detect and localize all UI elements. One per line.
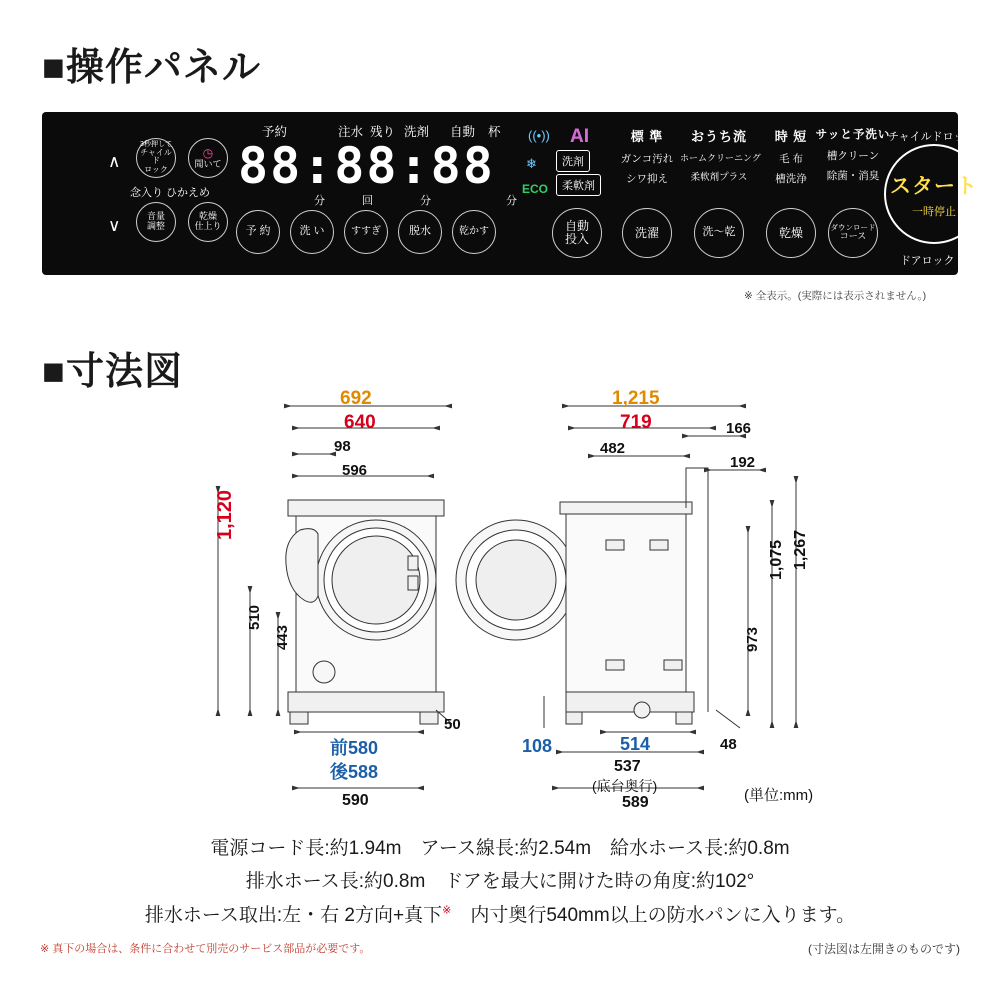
dim-973: 973 — [744, 626, 761, 652]
dim-1120: 1,120 — [214, 489, 236, 540]
dim-front-580: 前580 — [330, 738, 379, 758]
child-lock-label-1: チャイルド — [140, 147, 172, 166]
footnote-line-3 — [0, 899, 1000, 932]
dim-108: 108 — [522, 736, 553, 756]
pause-label: 一時停止 — [912, 205, 956, 218]
heading-panel-text: ■操作パネル — [42, 47, 261, 89]
start-label: スタート — [890, 174, 978, 198]
course-sub2-standard: シワ抑え — [626, 173, 668, 185]
panel-note: ※ 全表示。(実際には表示されません。) — [744, 290, 927, 302]
course-column-ouchi — [680, 126, 761, 183]
eco-icon: ECO — [522, 182, 549, 196]
button-download-course[interactable] — [828, 208, 878, 258]
wash-course-label: 洗濯 — [634, 225, 659, 240]
footnotes — [0, 832, 1000, 932]
dim-514: 514 — [620, 734, 651, 754]
dim-692: 692 — [340, 388, 372, 409]
button-dry[interactable] — [452, 210, 496, 254]
course-column-standard — [608, 126, 686, 186]
spin-label: 脱水 — [409, 225, 431, 238]
dim-537: 537 — [614, 758, 641, 775]
dim-1215: 1,215 — [612, 388, 660, 409]
course-title-standard: 標 準 — [630, 129, 664, 144]
button-volume[interactable] — [136, 202, 176, 242]
unit-minutes-3: 分 — [506, 195, 517, 207]
dim-166: 166 — [726, 420, 752, 437]
dry-finish-label-1: 乾燥 — [198, 211, 217, 222]
footnote-line-3a: 排水ホース取出:左・右 2方向+真下 — [144, 904, 443, 926]
button-child-lock[interactable] — [136, 138, 176, 178]
wash-dry-course-label: 洗〜乾 — [702, 226, 736, 239]
unit-kai: 回 — [362, 195, 373, 207]
footnote-superscript: ※ — [442, 904, 452, 917]
auto-dispense-label-2: 投入 — [564, 232, 589, 246]
dimension-svg — [0, 380, 1000, 830]
unit-minutes-2: 分 — [420, 195, 431, 207]
hikaeme-label: 念入り ひかえめ — [130, 187, 211, 199]
label-hai: 杯 — [488, 125, 501, 139]
child-lock-top-label: 3秒押して — [140, 141, 172, 149]
course-column-prewash — [808, 126, 898, 183]
yoyaku-label: 予 約 — [245, 225, 271, 238]
button-wash-course[interactable] — [622, 208, 672, 258]
dim-596: 596 — [342, 462, 368, 479]
status-display — [238, 122, 528, 212]
course-sub1-prewash: 槽クリーン — [826, 150, 880, 162]
small-note-right: (寸法図は左開きのものです) — [808, 942, 960, 956]
course-sub1-standard: ガンコ汚れ — [620, 153, 674, 165]
course-sub1-ouchi: ホームクリーニング — [680, 153, 761, 163]
dim-1075: 1,075 — [768, 539, 785, 580]
volume-label-2: 調整 — [146, 221, 165, 231]
tag-detergent: 洗剤 — [556, 150, 590, 172]
course-sub2-ouchi: 柔軟剤プラス — [690, 172, 748, 183]
footnote-line-2: 排水ホース長:約0.8m ドアを最大に開けた時の角度:約102° — [245, 871, 755, 893]
unit-minutes-1: 分 — [314, 195, 325, 207]
clock-icon: ◷ — [202, 145, 214, 160]
dim-base-depth-note: (底台奥行) — [592, 778, 658, 794]
dim-719: 719 — [620, 412, 652, 433]
child-lock-label-2: ロック — [144, 165, 168, 175]
dim-510: 510 — [246, 604, 263, 630]
button-spin[interactable] — [398, 210, 442, 254]
kiite-label: 聞いて — [194, 158, 222, 169]
button-wash[interactable] — [290, 210, 334, 254]
label-chusui: 注水 — [338, 125, 364, 139]
panel-left-cluster — [52, 120, 242, 266]
unit-note: (単位:mm) — [744, 787, 814, 804]
course-title-ouchi: おうち流 — [690, 129, 747, 144]
dim-482: 482 — [600, 440, 626, 457]
course-sub2-prewash: 除菌・消臭 — [826, 170, 880, 182]
course-sub2-jitan: 槽洗浄 — [775, 173, 807, 185]
dim-640: 640 — [344, 412, 376, 433]
seven-segment-readout: 88:88:88 — [238, 137, 495, 195]
button-dry-course[interactable] — [766, 208, 816, 258]
control-panel — [42, 112, 978, 275]
wifi-icon: ((•)) — [528, 128, 550, 143]
dim-back-588: 後588 — [330, 762, 379, 782]
dim-192: 192 — [730, 454, 756, 471]
button-kiite[interactable] — [188, 138, 228, 178]
button-rinse[interactable] — [344, 210, 388, 254]
dim-443: 443 — [274, 624, 291, 650]
label-yoyaku: 予約 — [262, 125, 288, 139]
small-note-left: ※ 真下の場合は、条件に合わせて別売のサービス部品が必要です。 — [40, 943, 371, 955]
dimension-drawing — [0, 380, 1000, 830]
dim-1267: 1,267 — [792, 529, 809, 570]
child-lock-indicator-label: チャイルドロック — [888, 131, 976, 143]
volume-label-1: 音量 — [146, 211, 165, 222]
dim-98: 98 — [334, 438, 351, 455]
course-title-prewash: サッと予洗い — [815, 129, 891, 141]
footnote-line-3b: 内寸奥行540mm以上の防水パンに入ります。 — [451, 904, 856, 926]
course-title-jitan: 時 短 — [774, 129, 808, 144]
button-wash-dry-course[interactable] — [694, 208, 744, 258]
chevron-up-icon[interactable]: ∧ — [108, 152, 121, 171]
heading-dimensions-text: ■寸法図 — [42, 351, 183, 393]
start-pause-button[interactable] — [884, 144, 984, 244]
footnote-line-1: 電源コード長:約1.94m アース線長:約2.54m 給水ホース長:約0.8m — [210, 838, 790, 859]
wash-label: 洗 い — [299, 225, 325, 238]
section-heading-panel — [42, 36, 261, 91]
dry-label: 乾かす — [459, 225, 489, 237]
rinse-label: すすぎ — [350, 225, 382, 237]
button-yoyaku[interactable] — [236, 210, 280, 254]
auto-dispense-label-1: 自動 — [564, 219, 589, 234]
dim-48: 48 — [720, 736, 737, 753]
door-lock-indicator-label: ドアロック — [900, 255, 955, 267]
dry-finish-label-2: 仕上り — [194, 221, 222, 231]
button-auto-dispense[interactable] — [552, 208, 602, 258]
dim-50: 50 — [444, 716, 461, 733]
chevron-down-icon[interactable]: ∨ — [108, 216, 121, 235]
label-nokori: 残り — [370, 125, 396, 139]
dry-course-label: 乾燥 — [778, 225, 803, 240]
label-senzai: 洗剤 — [404, 125, 430, 139]
download-course-label-1: ダウンロード — [830, 223, 876, 233]
dim-590: 590 — [342, 792, 369, 809]
snowflake-icon: ❄ — [526, 156, 537, 171]
tag-softener: 柔軟剤 — [556, 174, 601, 196]
ai-icon: AI — [570, 126, 589, 147]
course-sub1-jitan: 毛 布 — [779, 153, 803, 165]
label-jidou: 自動 — [450, 125, 476, 139]
button-dry-finish[interactable] — [188, 202, 228, 242]
dim-589: 589 — [622, 794, 649, 811]
download-course-label-2: コース — [839, 231, 867, 242]
